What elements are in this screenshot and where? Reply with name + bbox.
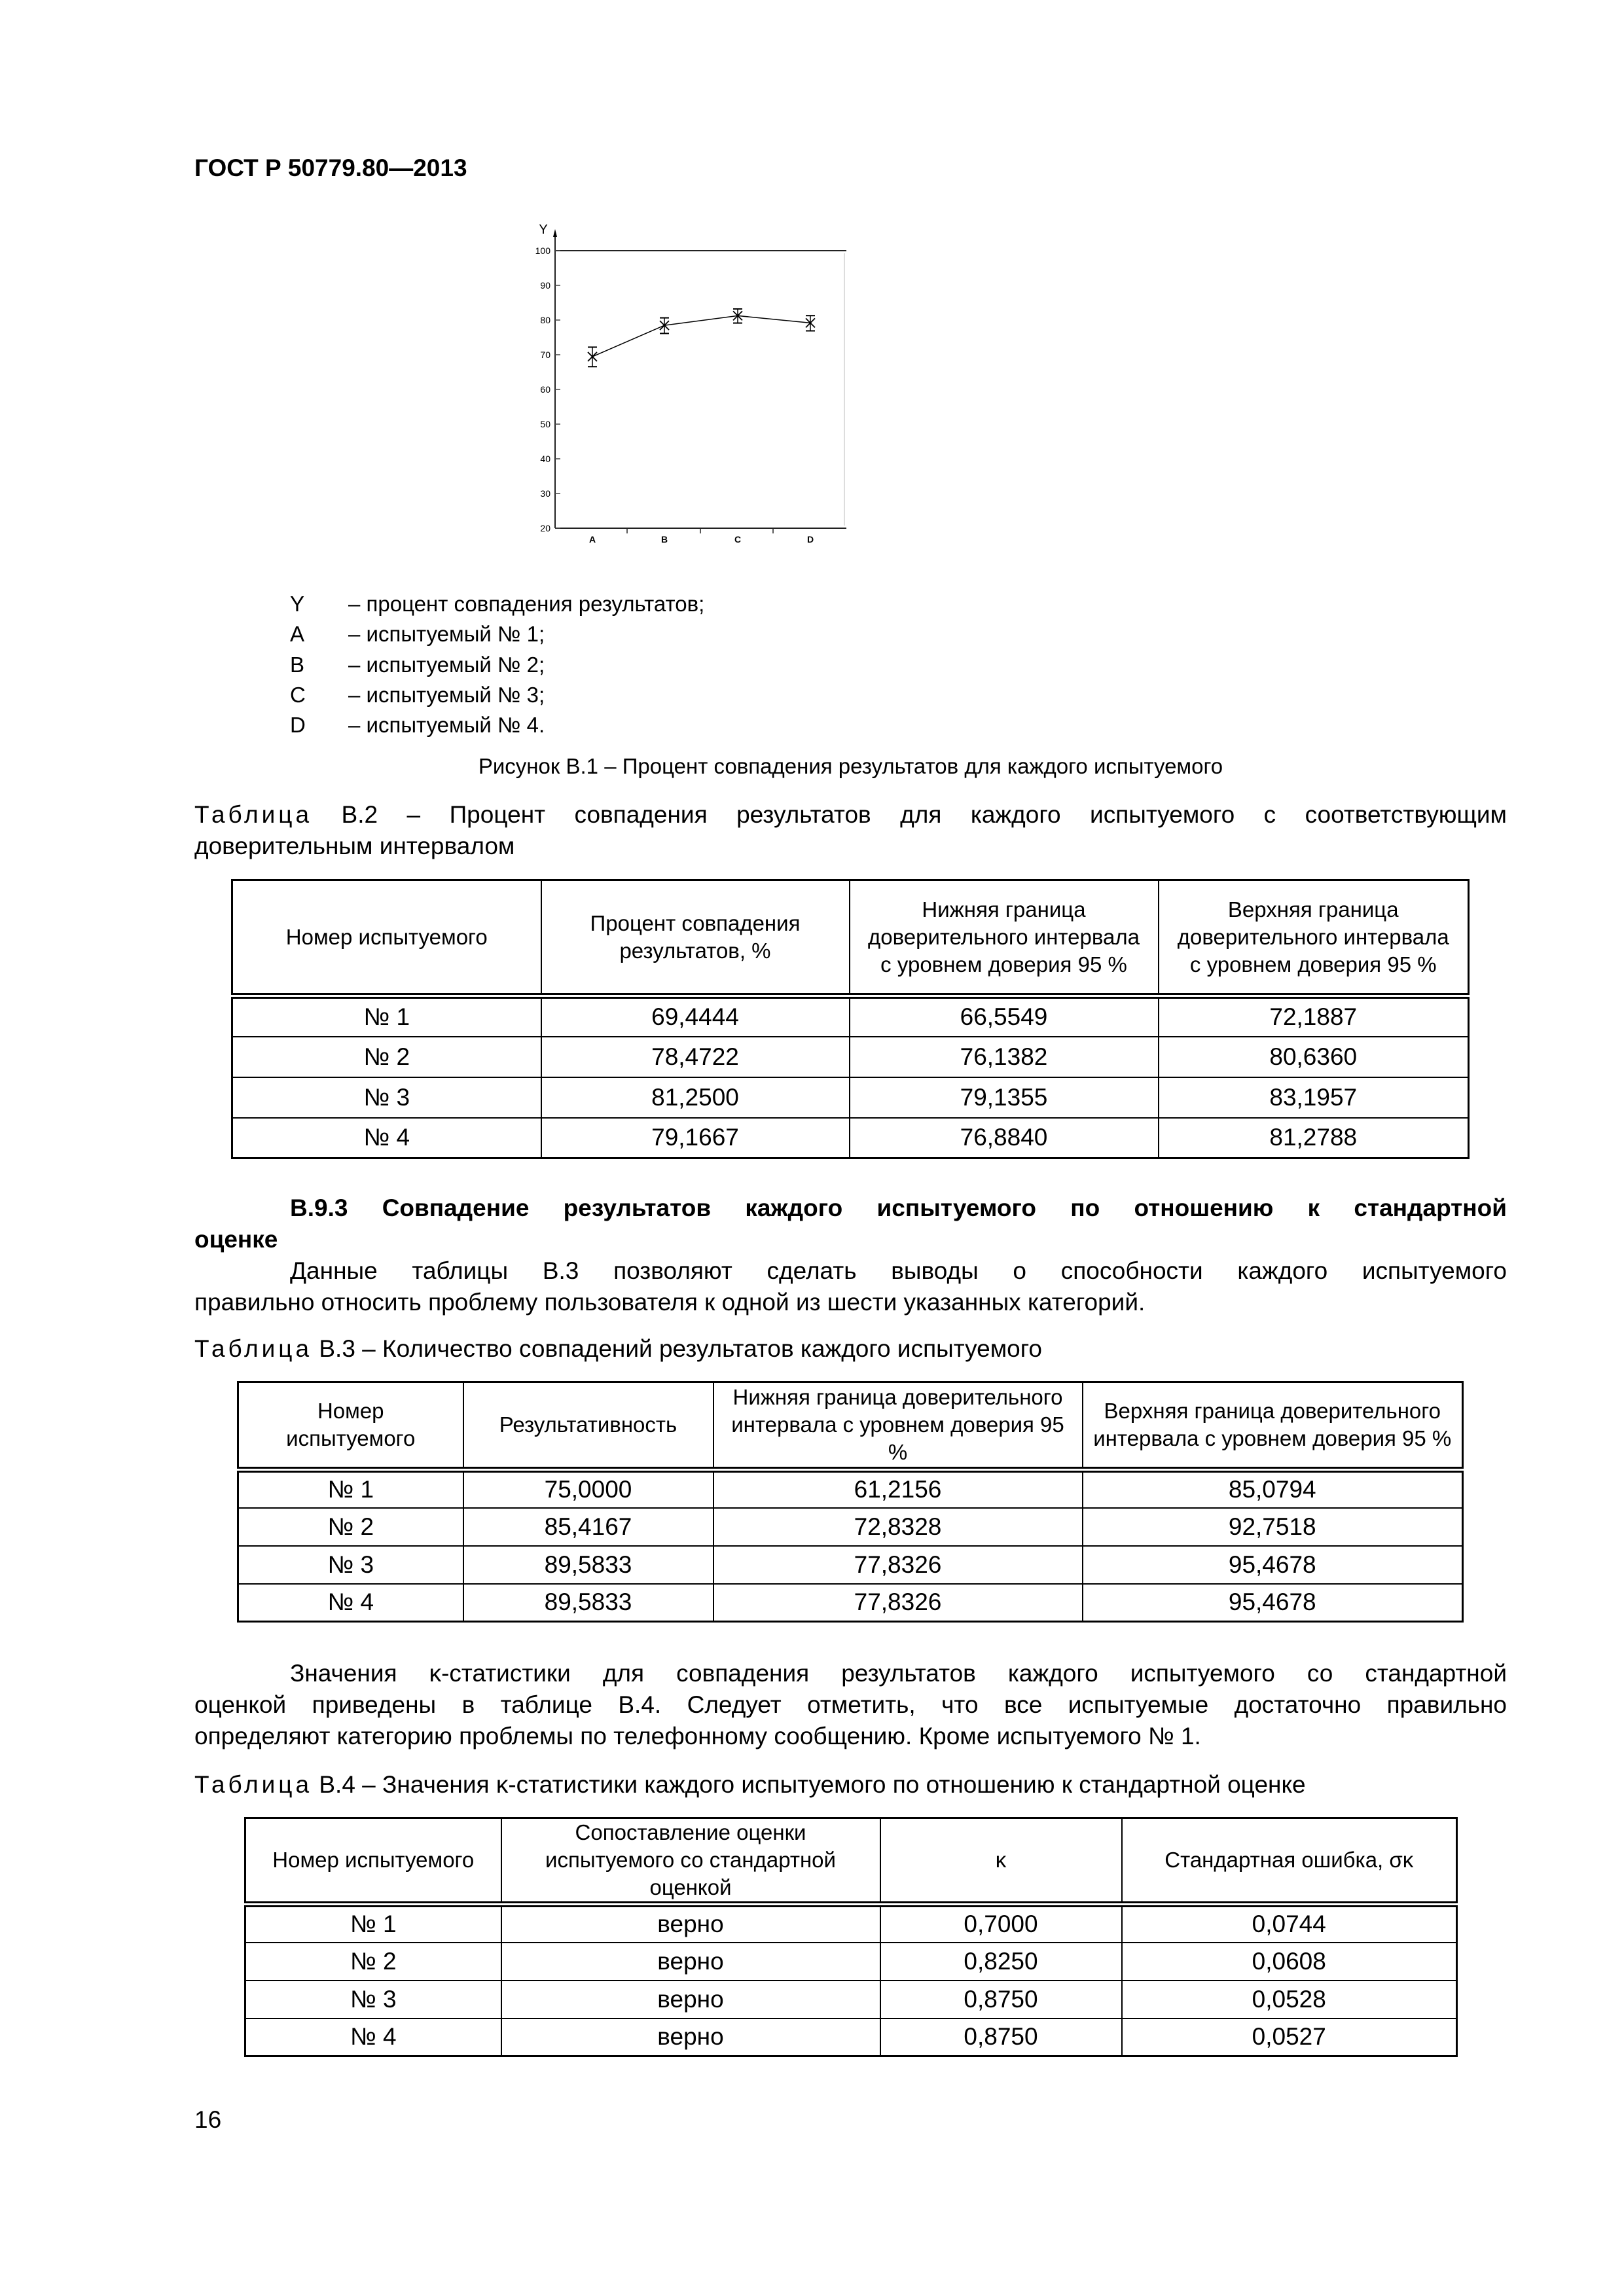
column-header: Результативность (463, 1382, 713, 1470)
page-number: 16 (194, 2106, 222, 2133)
table-cell: 0,8750 (880, 2018, 1122, 2056)
table-cell: 92,7518 (1083, 1508, 1463, 1546)
table-cell: 79,1355 (850, 1077, 1159, 1118)
x-tick-label: C (734, 534, 742, 545)
table-b4 (244, 1817, 1458, 2057)
paragraph-kappa: Значения κ-статистики для совпадения результатов каждого испытуемого со стандартной оценкой приведены в таблице В.4. Следует отметить, что все испытуемые достаточно правильно определяют категорию проблемы по телефонному сообщению. Кроме испытуемого № 1. (194, 1660, 1507, 1749)
y-tick-label: 50 (540, 419, 550, 429)
column-header: Нижняя граница доверительного интервала с уровнем доверия 95 % (713, 1382, 1083, 1470)
table-row (238, 1508, 1463, 1546)
y-tick-label: 30 (540, 488, 550, 499)
column-header: Стандартная ошибка, σκ (1122, 1818, 1457, 1905)
table4-caption: Таблица В.4 – Значения κ-статистики каждого испытуемого по отношению к стандартной оценке (194, 1771, 1306, 1798)
table-cell: 95,4678 (1083, 1546, 1463, 1584)
table-cell: верно (501, 1905, 880, 1943)
table-cell: 0,0608 (1122, 1943, 1457, 1981)
legend-item: B – испытуемый № 2; (290, 652, 545, 677)
y-tick-label: 20 (540, 523, 550, 533)
table-cell: 77,8326 (713, 1584, 1083, 1622)
table-cell: 69,4444 (541, 996, 850, 1037)
y-axis-label: Y (539, 223, 548, 237)
table-cell: 95,4678 (1083, 1584, 1463, 1622)
table-cell: верно (501, 1943, 880, 1981)
table-row (238, 1470, 1463, 1508)
table-cell: 89,5833 (463, 1584, 713, 1622)
legend-item: D – испытуемый № 4. (290, 713, 545, 738)
table-cell: № 4 (245, 2018, 501, 2056)
x-tick-label: B (660, 534, 668, 545)
table-cell: № 3 (245, 1981, 501, 2018)
table-cell: № 4 (238, 1584, 463, 1622)
legend-item: C – испытуемый № 3; (290, 682, 545, 707)
x-tick-label: D (806, 534, 814, 545)
column-header: Номер испытуемого (245, 1818, 501, 1905)
table-cell: 0,0528 (1122, 1981, 1457, 2018)
y-tick-label: 80 (540, 315, 550, 325)
table-row (238, 1584, 1463, 1622)
table-cell: 89,5833 (463, 1546, 713, 1584)
y-tick-label: 70 (540, 350, 550, 360)
table-cell: 80,6360 (1159, 1037, 1469, 1077)
table-cell: верно (501, 1981, 880, 2018)
table-cell: 76,1382 (850, 1037, 1159, 1077)
table-row (232, 996, 1469, 1037)
table-cell: 77,8326 (713, 1546, 1083, 1584)
column-header: Номер испытуемого (238, 1382, 463, 1470)
table3-caption: Таблица В.3 – Количество совпадений результатов каждого испытуемого (194, 1335, 1043, 1362)
column-header: κ (880, 1818, 1122, 1905)
table-cell: № 1 (245, 1905, 501, 1943)
table-cell: 0,8250 (880, 1943, 1122, 1981)
table-row (232, 1077, 1469, 1118)
figure-legend (290, 589, 704, 740)
y-tick-label: 100 (535, 245, 550, 256)
table-row (245, 1943, 1457, 1981)
table2-caption: Таблица В.2 – Процент совпадения результатов для каждого испытуемого с соответствующим доверительным интервалом (194, 801, 1507, 859)
column-header: Процент совпадения результатов, % (541, 880, 850, 996)
table-cell: 0,8750 (880, 1981, 1122, 2018)
series-line (592, 315, 810, 357)
y-axis-arrow-icon (553, 229, 557, 237)
table-cell: 78,4722 (541, 1037, 850, 1077)
line-chart (511, 209, 1100, 602)
table-row (232, 1037, 1469, 1077)
table-cell: 61,2156 (713, 1470, 1083, 1508)
column-header: Верхняя граница доверительного интервала с уровнем доверия 95 % (1159, 880, 1469, 996)
table-cell: № 3 (232, 1077, 541, 1118)
table-row (245, 2018, 1457, 2056)
table-b3 (237, 1381, 1464, 1623)
table-cell: 85,0794 (1083, 1470, 1463, 1508)
table-cell: 83,1957 (1159, 1077, 1469, 1118)
table-cell: № 2 (232, 1037, 541, 1077)
table-cell: 0,0744 (1122, 1905, 1457, 1943)
y-tick-label: 90 (540, 280, 550, 291)
table-cell: верно (501, 2018, 880, 2056)
document-header: ГОСТ Р 50779.80—2013 (194, 154, 467, 181)
column-header: Сопоставление оценки испытуемого со стандартной оценкой (501, 1818, 880, 1905)
y-tick-label: 60 (540, 384, 550, 395)
table-cell: 66,5549 (850, 996, 1159, 1037)
table-row (238, 1546, 1463, 1584)
table-cell: 81,2500 (541, 1077, 850, 1118)
figure-caption: Рисунок В.1 – Процент совпадения результатов для каждого испытуемого (478, 754, 1223, 778)
table-row (232, 1118, 1469, 1158)
table-cell: 79,1667 (541, 1118, 850, 1158)
table-cell: № 2 (238, 1508, 463, 1546)
table-cell: № 3 (238, 1546, 463, 1584)
table-cell: 75,0000 (463, 1470, 713, 1508)
table-cell: 72,8328 (713, 1508, 1083, 1546)
table-cell: 72,1887 (1159, 996, 1469, 1037)
table-cell: № 2 (245, 1943, 501, 1981)
section-paragraph: Данные таблицы В.3 позволяют сделать выводы о способности каждого испытуемого правильно относить проблему пользователя к одной из шести указанных категорий. (194, 1257, 1507, 1316)
legend-item: Y – процент совпадения результатов; (290, 592, 705, 616)
table-row (245, 1981, 1457, 2018)
column-header: Номер испытуемого (232, 880, 541, 996)
x-tick-label: A (588, 534, 596, 545)
column-header: Верхняя граница доверительного интервала с уровнем доверия 95 % (1083, 1382, 1463, 1470)
table-cell: 81,2788 (1159, 1118, 1469, 1158)
table-b2 (231, 879, 1470, 1159)
table-cell: 0,0527 (1122, 2018, 1457, 2056)
table-cell: № 4 (232, 1118, 541, 1158)
table-cell: 76,8840 (850, 1118, 1159, 1158)
section-heading: В.9.3 Совпадение результатов каждого испытуемого по отношению к стандартной оценке (194, 1194, 1507, 1253)
legend-item: A – испытуемый № 1; (290, 622, 545, 647)
y-tick-label: 40 (540, 454, 550, 464)
table-cell: № 1 (232, 996, 541, 1037)
column-header: Нижняя граница доверительного интервала с уровнем доверия 95 % (850, 880, 1159, 996)
table-row (245, 1905, 1457, 1943)
table-cell: 0,7000 (880, 1905, 1122, 1943)
table-cell: № 1 (238, 1470, 463, 1508)
table-cell: 85,4167 (463, 1508, 713, 1546)
